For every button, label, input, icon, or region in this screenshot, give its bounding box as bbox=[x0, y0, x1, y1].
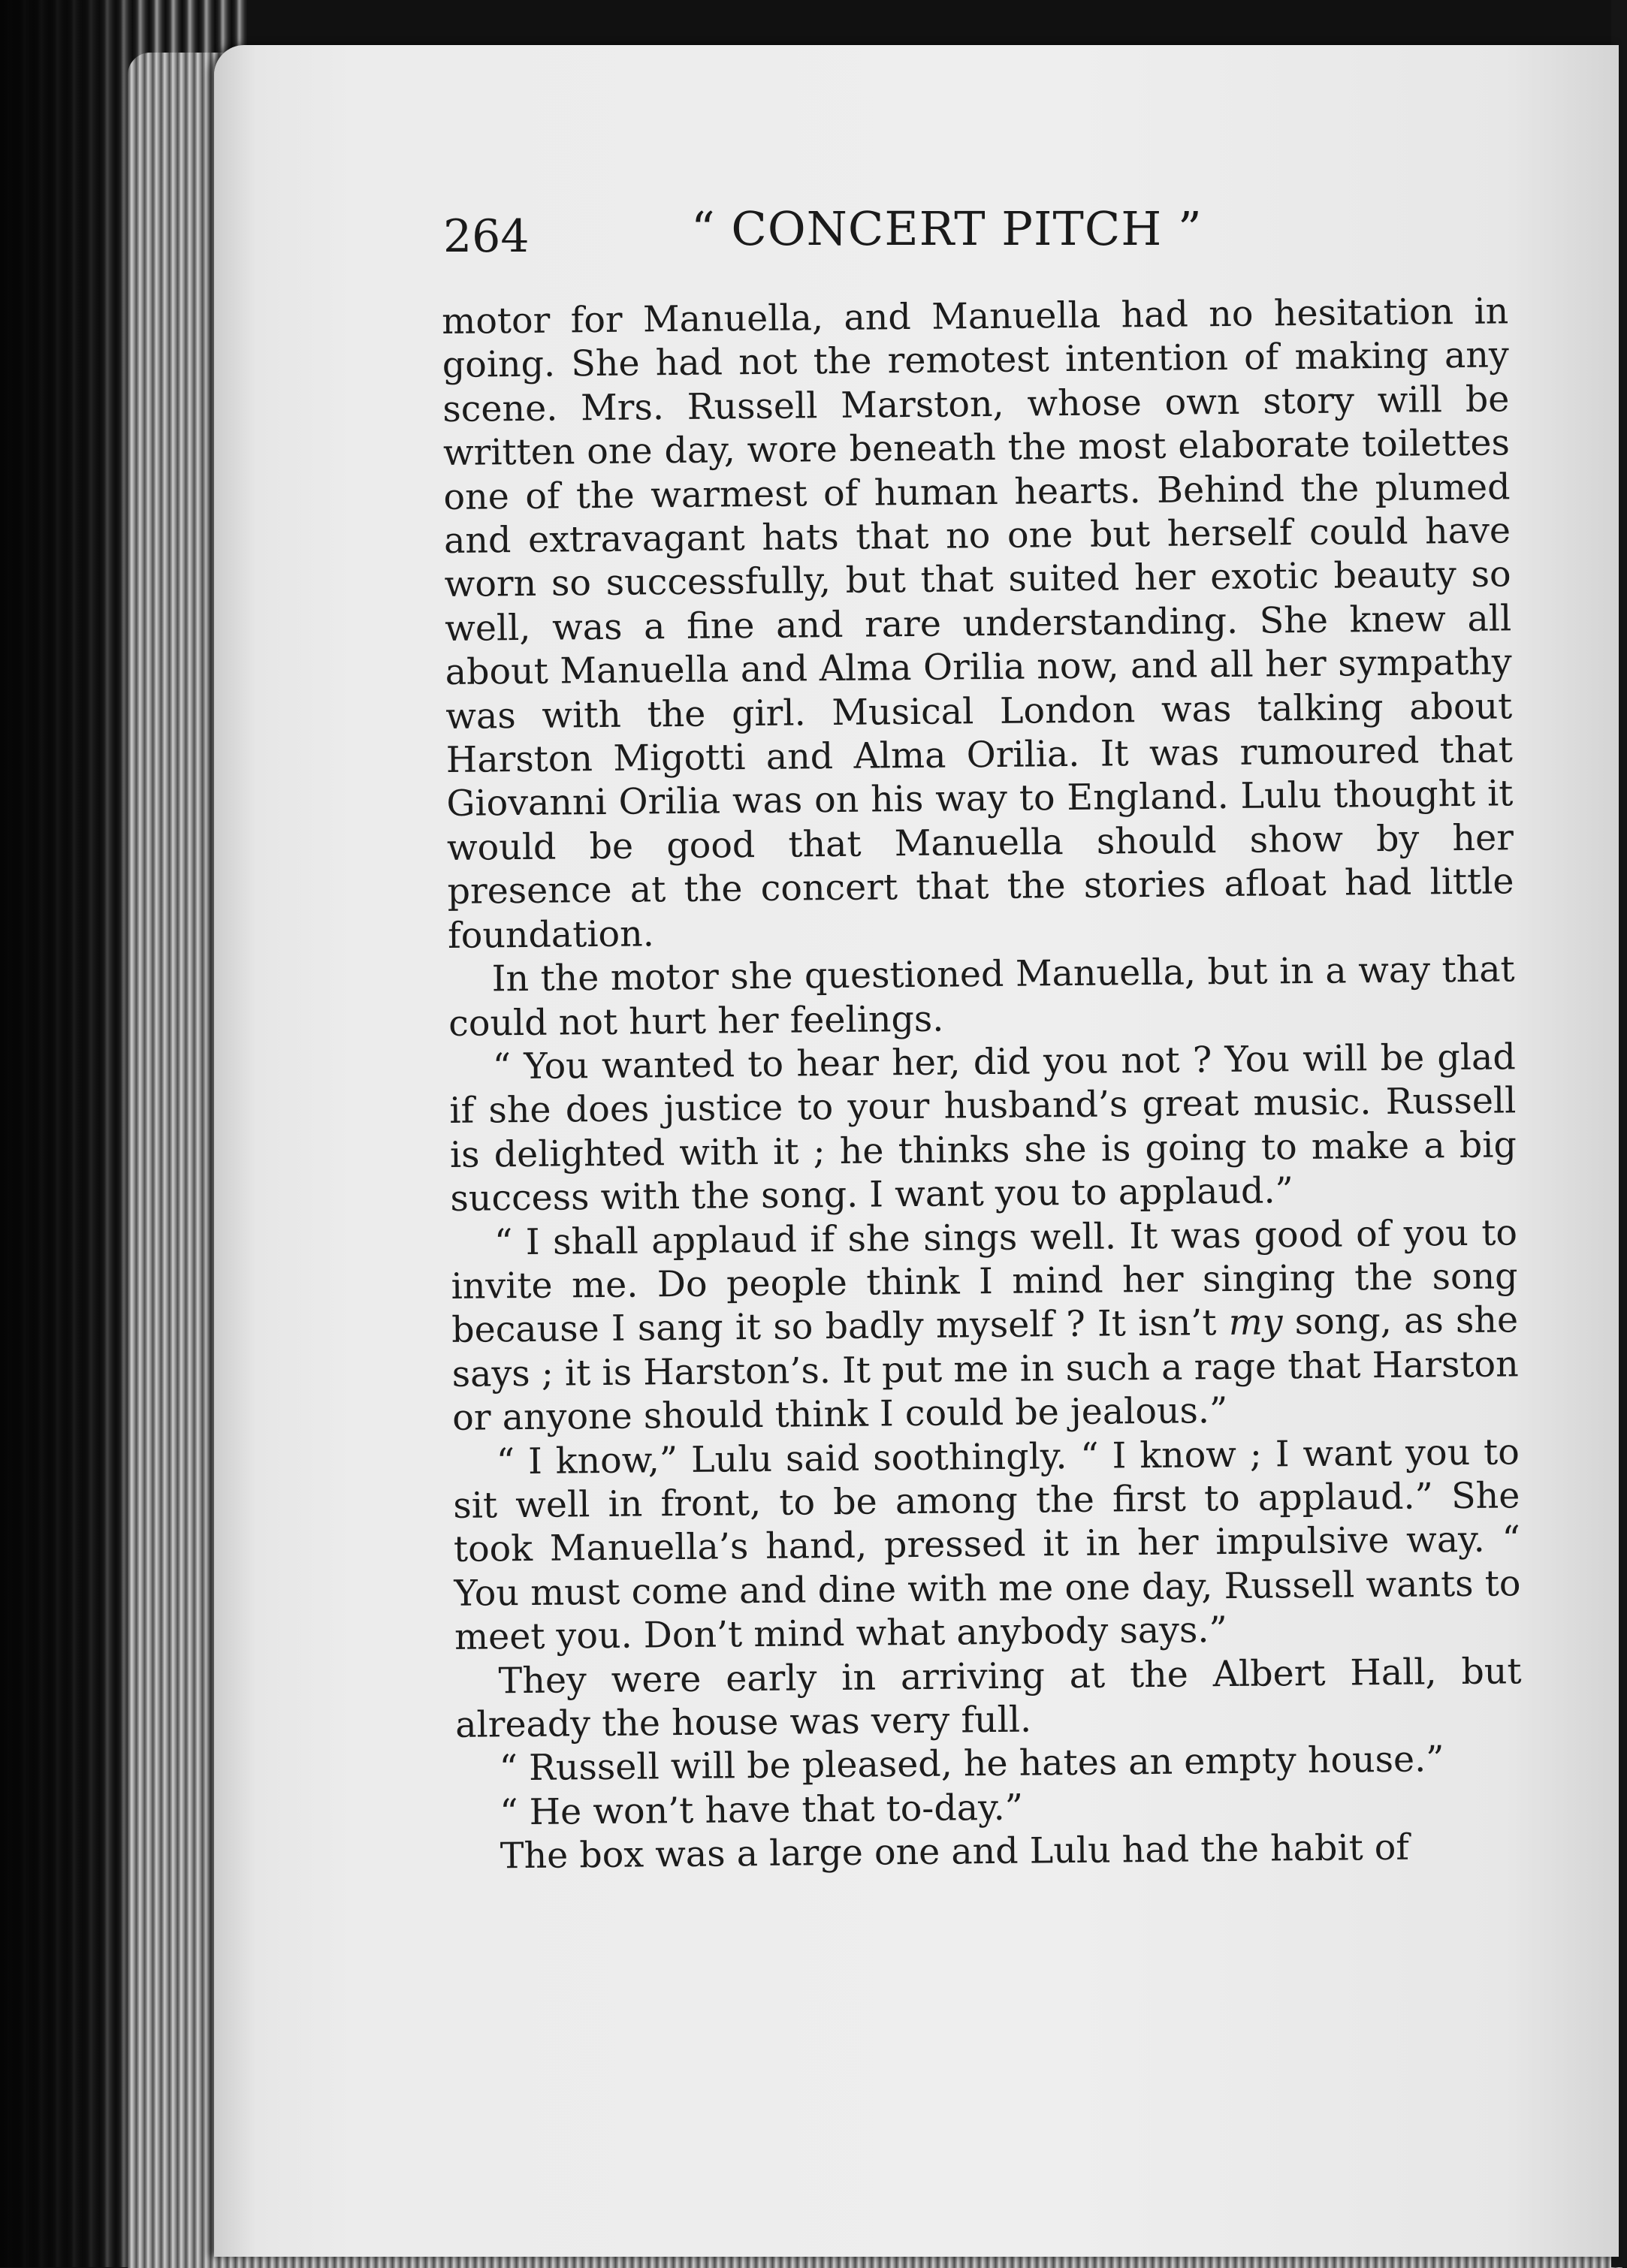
paragraph-1: motor for Manuella, and Manuella had no hesitation in going. She had not the remotest intention of making any scene. Mrs. Russell Marston, whose own story will be written one day, wore beneath the most elaborate toilettes one of the warmest of human hearts. Behind the plumed and extravagant hats that no one but herself could have worn so successfully, but that suited her exotic beauty so well, was a fine and rare understanding. She knew all about Manuella and Alma Orilia now, and all her sympathy was with the girl. Musical London was talking about Harston Migotti and Alma Orilia. It was rumoured that Giovanni Orilia was on his way to England. Lulu thought it would be good that Manuella should show by her presence at the concert that the stories afloat had little foundation. bbox=[442, 291, 1514, 957]
page-number: 264 bbox=[443, 210, 530, 263]
paragraph-7: “ Russell will be pleased, he hates an empty house.” bbox=[499, 1739, 1444, 1790]
paragraph-4-before: “ I shall applaud if she sings well. It was good of you to invite me. Do people think I mind her singing the song because I sang it so badly myself ? It isn’t bbox=[451, 1211, 1518, 1352]
paragraph-4-emphasis: my bbox=[1228, 1301, 1283, 1344]
body-text bbox=[442, 290, 1523, 1879]
running-head bbox=[443, 201, 1525, 276]
paragraph-2: In the motor she questioned Manuella, but in a way that could not hurt her feelings. bbox=[448, 949, 1515, 1045]
paragraph-3: “ You wanted to hear her, did you not ? You will be glad if she does justice to your husband’s great music. Russell is delighted with it ; he thinks she is going to make a big success with the song. I want you to applaud.” bbox=[449, 1036, 1517, 1220]
paragraph-4 bbox=[451, 1211, 1520, 1441]
running-title: “ CONCERT PITCH ” bbox=[691, 201, 1203, 256]
paragraph-4-after: song, as she says ; it is Harston’s. It put me in such a rage that Harston or anyone should think I could be jealous.” bbox=[451, 1299, 1519, 1440]
paragraph-9: The box was a large one and Lulu had the habit of bbox=[500, 1826, 1410, 1877]
paragraph-6: They were early in arriving at the Albert Hall, but already the house was very full. bbox=[454, 1650, 1522, 1746]
paragraph-5: “ I know,” Lulu said soothingly. “ I know ; I want you to sit well in front, to be among the first to applaud.” She took Manuella’s hand, pressed it in her impulsive way. “ You must come and dine with me one day, Russell wants to meet you. Don’t mind what anybody says.” bbox=[453, 1431, 1521, 1659]
paragraph-8: “ He won’t have that to-day.” bbox=[500, 1787, 1024, 1834]
